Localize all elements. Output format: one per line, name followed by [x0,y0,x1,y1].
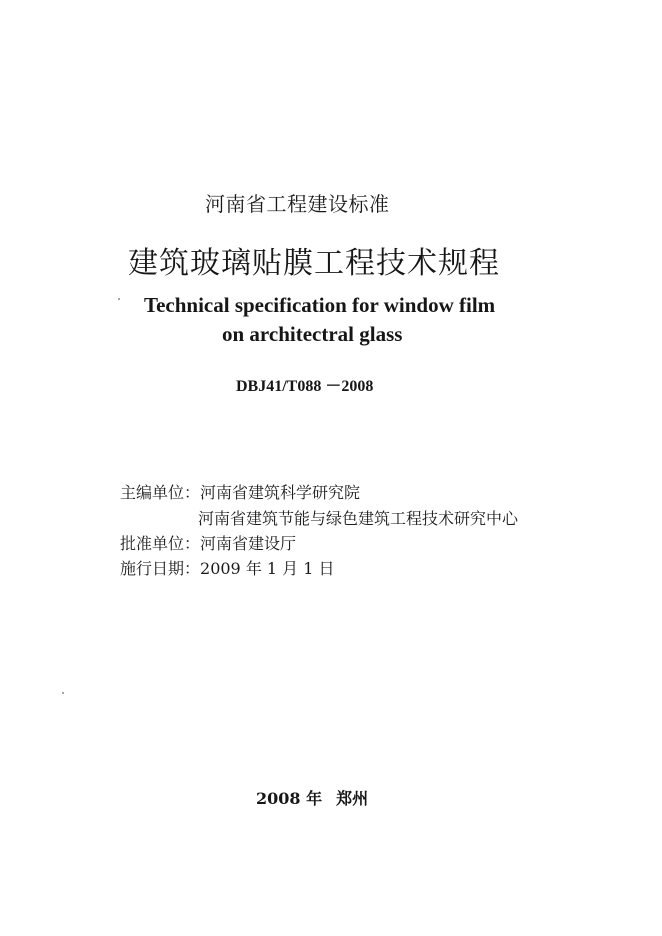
effective-date: 2009 年 1 月 1 日 [200,559,335,578]
approver-label: 批准单位： [120,534,201,553]
publication-year: 2008 年 [256,789,323,808]
editor-unit-1: 河南省建筑科学研究院 [200,483,361,502]
english-title-line-1: Technical specification for window film [144,293,496,317]
english-title-line-2: on architectral glass [222,322,403,346]
editor-line [120,480,360,503]
main-title: 建筑玻璃贴膜工程技术规程 [128,246,500,281]
scan-speck [62,692,64,694]
scan-speck [118,298,120,300]
standard-code: DBJ41/T088 －2008 [236,378,374,395]
approver-line [120,531,296,554]
publication-footer [256,786,368,809]
approver-unit: 河南省建设厅 [200,534,297,553]
effective-date-line [120,556,335,579]
editor-label: 主编单位： [120,483,201,502]
series-title: 河南省工程建设标准 [205,192,390,216]
effective-label: 施行日期： [120,559,201,578]
editor-unit-2: 河南省建筑节能与绿色建筑工程技术研究中心 [198,509,519,528]
publication-city: 郑州 [336,789,369,808]
